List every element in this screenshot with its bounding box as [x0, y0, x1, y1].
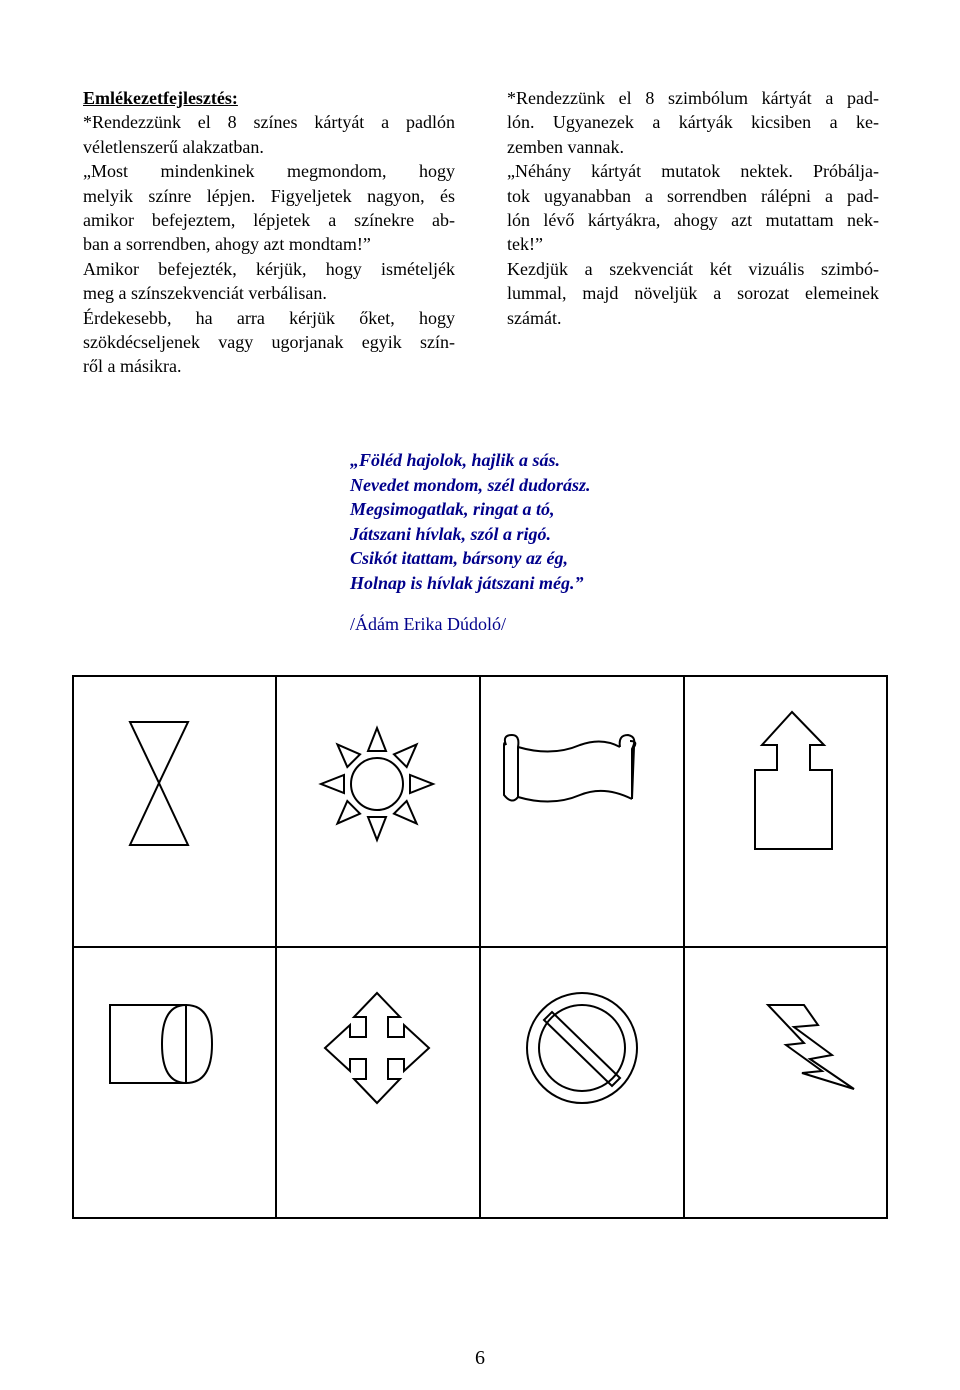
right-line-2: lón. Ugyanezek a kártyák kicsiben a ke- [507, 112, 879, 133]
no-entry-icon [527, 993, 637, 1103]
poem-line-2: Nevedet mondom, szél dudorász. [350, 474, 591, 495]
left-line-2: véletlenszerű alakzatban. [83, 136, 264, 157]
banner-icon [504, 735, 635, 802]
left-line-7: Amikor befejezték, kérjük, hogy ismételjék [83, 258, 455, 279]
house-arrow-icon [755, 712, 832, 849]
card-border-2 [276, 676, 480, 947]
right-line-5: tok ugyanabban a sorrendben rálépni a pad- [507, 185, 879, 206]
right-line-9: lummal, majd növeljük a sorozat elemeinek [507, 283, 879, 304]
four-way-arrows-icon [325, 993, 429, 1103]
left-column [83, 86, 455, 379]
card-border-4 [684, 676, 887, 947]
poem-line-5: Csikót itattam, bársony az ég, [350, 548, 569, 569]
right-line-8: Kezdjük a szekvenciát két vizuális szimbó- [507, 258, 879, 279]
right-line-7: tek!” [507, 234, 543, 255]
card-border-8 [684, 947, 887, 1218]
right-column [507, 86, 879, 330]
card-border-1 [73, 676, 276, 947]
left-line-4: melyik színre lépjen. Figyeljetek nagyon, és [83, 185, 455, 206]
right-line-1: *Rendezzünk el 8 szimbólum kártyát a pad- [507, 88, 879, 108]
right-line-4: „Néhány kártyát mutatok nektek. Próbálja- [507, 161, 879, 182]
card-border-3 [480, 676, 684, 947]
sun-icon [321, 728, 433, 840]
poem-line-6: Holnap is hívlak játszani még.” [350, 572, 584, 593]
section-heading: Emlékezetfejlesztés: [83, 88, 238, 108]
card-border-6 [276, 947, 480, 1218]
right-line-10: számát. [507, 307, 562, 328]
poem-author: /Ádám Erika Dúdoló/ [350, 614, 506, 634]
left-line-1: *Rendezzünk el 8 színes kártyát a padlón [83, 112, 455, 133]
left-line-3: „Most mindenkinek megmondom, hogy [83, 161, 455, 182]
poem-line-4: Játszani hívlak, szól a rigó. [350, 523, 552, 544]
right-line-6: lón lévő kártyákra, ahogy azt mutattam nek- [507, 210, 879, 231]
symbol-card-grid [72, 675, 888, 1219]
lightning-icon [768, 1005, 854, 1089]
card-border-7 [480, 947, 684, 1218]
right-line-3: zemben vannak. [507, 136, 624, 157]
cylinder-icon [110, 1005, 212, 1083]
left-line-9: Érdekesebb, ha arra kérjük őket, hogy [83, 307, 455, 328]
left-line-8: meg a színszekvenciát verbálisan. [83, 283, 327, 304]
left-line-6: ban a sorrendben, ahogy azt mondtam!” [83, 234, 371, 255]
poem-line-3: Megsimogatlak, ringat a tó, [350, 499, 555, 520]
page-number: 6 [475, 1347, 485, 1369]
left-line-11: ről a másikra. [83, 356, 182, 377]
left-line-5: amikor befejeztem, lépjetek a színekre ab- [83, 210, 455, 231]
poem [350, 448, 591, 596]
poem-line-1: „Föléd hajolok, hajlik a sás. [350, 450, 561, 470]
left-line-10: szökdécseljenek vagy ugorjanak egyik szín- [83, 332, 455, 353]
hourglass-icon [130, 722, 188, 845]
